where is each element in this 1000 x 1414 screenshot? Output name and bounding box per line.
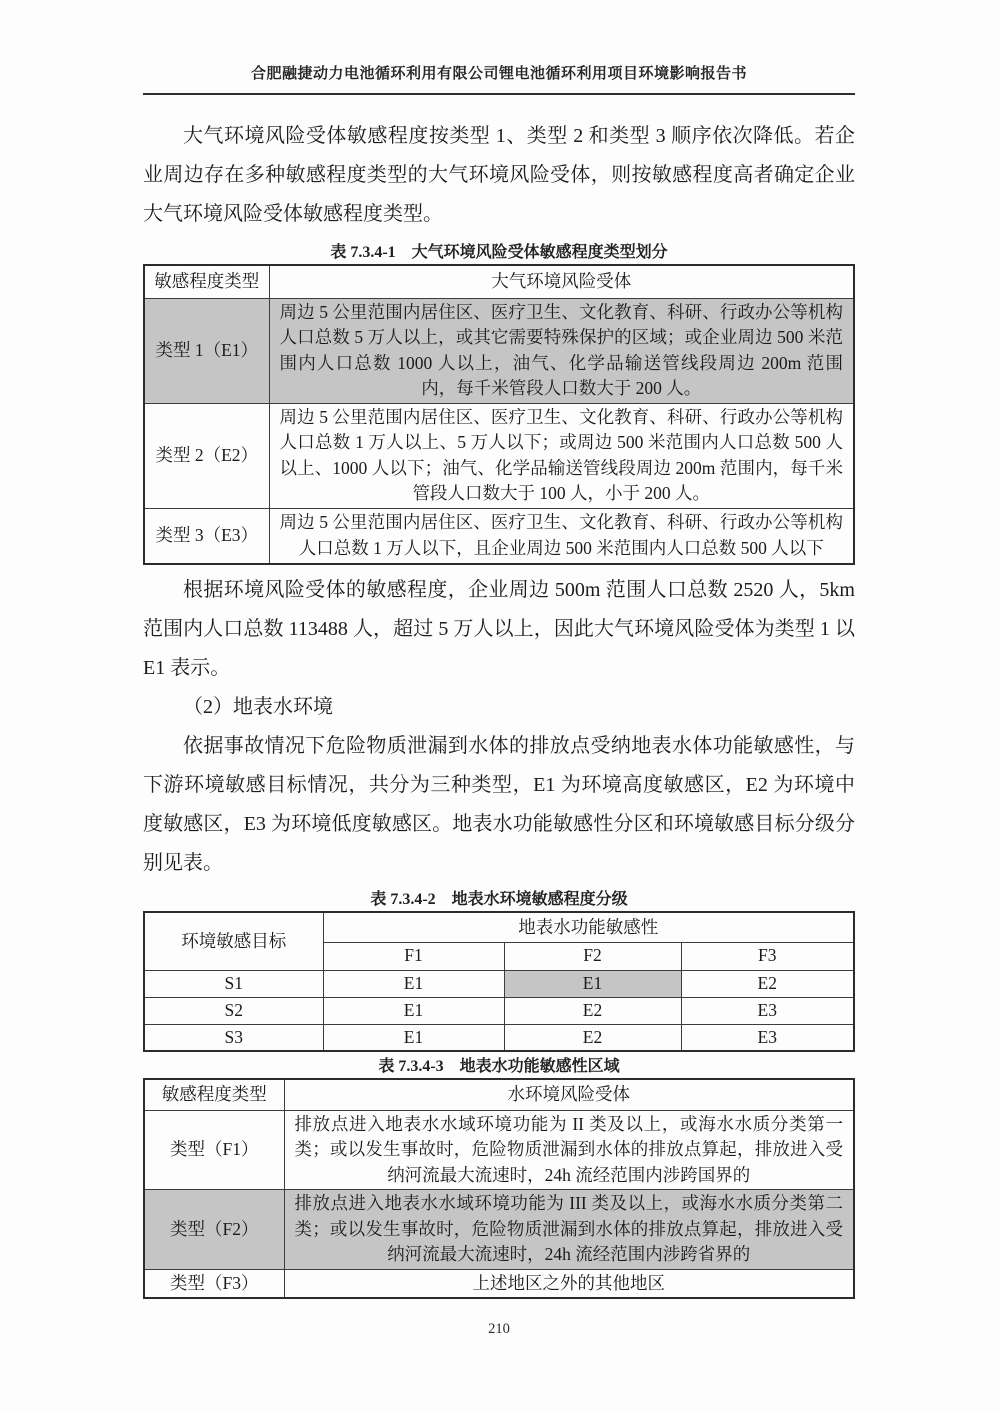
document-header	[143, 0, 855, 95]
table1-row-e3-label: 类型 3（E3）	[144, 508, 269, 564]
table-surface-water-sensitivity-grading	[143, 911, 855, 1052]
table3-row-f2-desc: 排放点进入地表水水域环境功能为 III 类及以上，或海水水质分类第二类；或以发生事故时，危险物质泄漏到水体的排放点算起，排放进入受纳河流最大流速时，24h 流经范围内涉跨省界的	[284, 1190, 854, 1270]
page-content	[143, 0, 855, 1338]
table1-header-receptor: 大气环境风险受体	[269, 265, 854, 298]
table2-row-s1-target: S1	[144, 970, 323, 997]
table2-row-s3-f3: E3	[681, 1024, 854, 1051]
table2-subheader-f3: F3	[681, 942, 854, 970]
table1-header-row	[144, 265, 854, 298]
table1-caption: 表 7.3.4-1 大气环境风险受体敏感程度类型划分	[330, 244, 668, 261]
table3-row-f1	[144, 1110, 854, 1190]
paragraph-atmospheric-intro: 大气环境风险受体敏感程度按类型 1、类型 2 和类型 3 顺序依次降低。若企业周边存在多种敏感程度类型的大气环境风险受体，则按敏感程度高者确定企业大气环境风险受体敏感程度类型。	[143, 125, 855, 225]
table2-row-s2-f3: E3	[681, 997, 854, 1024]
table1-row-e2-desc: 周边 5 公里范围内居住区、医疗卫生、文化教育、科研、行政办公等机构人口总数 1 万人以上、5 万人以下；或周边 500 米范围内人口总数 500 人以上、1000 人以下；油气、化学品输送管线段周边 200m 范围内，每千米管段人口数大于 100 人，小于 200 人。	[269, 403, 854, 508]
table3-row-f3-desc: 上述地区之外的其他地区	[284, 1269, 854, 1298]
table2-row-s2-f2: E2	[504, 997, 681, 1024]
table2-row-s2-f1: E1	[323, 997, 504, 1024]
table2-row-s2	[144, 997, 854, 1024]
subsection-heading-surface-water: （2）地表水环境	[183, 696, 333, 718]
table3-row-f3	[144, 1269, 854, 1298]
table2-header-row-1	[144, 912, 854, 942]
table3-row-f2	[144, 1190, 854, 1270]
table2-row-s3-target: S3	[144, 1024, 323, 1051]
table1-row-e1	[144, 298, 854, 403]
table2-header-function-sensitivity: 地表水功能敏感性	[323, 912, 854, 942]
table1-row-e2-label: 类型 2（E2）	[144, 403, 269, 508]
table1-row-e2	[144, 403, 854, 508]
table2-row-s1	[144, 970, 854, 997]
paragraph-surface-water-intro: 依据事故情况下危险物质泄漏到水体的排放点受纳地表水体功能敏感性，与下游环境敏感目标情况，共分为三种类型，E1 为环境高度敏感区，E2 为环境中度敏感区，E3 为环境低度敏感区。地表水功能敏感性分区和环境敏感目标分级分别见表。	[143, 735, 855, 874]
table2-header-target: 环境敏感目标	[144, 912, 323, 970]
table2-row-s1-f3: E2	[681, 970, 854, 997]
table2-row-s3-f1: E1	[323, 1024, 504, 1051]
table3-caption: 表 7.3.4-3 地表水功能敏感性区域	[378, 1058, 620, 1075]
paragraph-atmospheric-conclusion: 根据环境风险受体的敏感程度，企业周边 500m 范围人口总数 2520 人，5km 范围内人口总数 113488 人，超过 5 万人以上，因此大气环境风险受体为类型 1 以 E1 表示。	[143, 579, 855, 679]
page-number: 210	[488, 1321, 510, 1337]
table1-header-type: 敏感程度类型	[144, 265, 269, 298]
table2-row-s2-target: S2	[144, 997, 323, 1024]
table1-row-e1-label: 类型 1（E1）	[144, 298, 269, 403]
table2-subheader-f1: F1	[323, 942, 504, 970]
table-atmospheric-sensitivity-types	[143, 264, 855, 565]
table3-row-f1-label: 类型（F1）	[144, 1110, 284, 1190]
table2-row-s1-f2: E1	[504, 970, 681, 997]
table3-row-f3-label: 类型（F3）	[144, 1269, 284, 1298]
table1-row-e1-desc: 周边 5 公里范围内居住区、医疗卫生、文化教育、科研、行政办公等机构人口总数 5 万人以上，或其它需要特殊保护的区域；或企业周边 500 米范围内人口总数 1000 人以上，油气、化学品输送管线段周边 200m 范围内，每千米管段人口数大于 200 人。	[269, 298, 854, 403]
table1-row-e3	[144, 508, 854, 564]
table3-header-type: 敏感程度类型	[144, 1079, 284, 1110]
document-header-title: 合肥融捷动力电池循环利用有限公司锂电池循环利用项目环境影响报告书	[250, 66, 747, 82]
table2-row-s1-f1: E1	[323, 970, 504, 997]
table2-row-s3-f2: E2	[504, 1024, 681, 1051]
table3-header-receptor: 水环境风险受体	[284, 1079, 854, 1110]
table2-subheader-f2: F2	[504, 942, 681, 970]
table-surface-water-function-regions	[143, 1078, 855, 1299]
table3-header-row	[144, 1079, 854, 1110]
table3-row-f2-label: 类型（F2）	[144, 1190, 284, 1270]
table2-row-s3	[144, 1024, 854, 1051]
table3-row-f1-desc: 排放点进入地表水水域环境功能为 II 类及以上，或海水水质分类第一类；或以发生事故时，危险物质泄漏到水体的排放点算起，排放进入受纳河流最大流速时，24h 流经范围内涉跨国界的	[284, 1110, 854, 1190]
table2-caption: 表 7.3.4-2 地表水环境敏感程度分级	[370, 891, 628, 908]
table1-row-e3-desc: 周边 5 公里范围内居住区、医疗卫生、文化教育、科研、行政办公等机构人口总数 1 万人以下，且企业周边 500 米范围内人口总数 500 人以下	[269, 508, 854, 564]
